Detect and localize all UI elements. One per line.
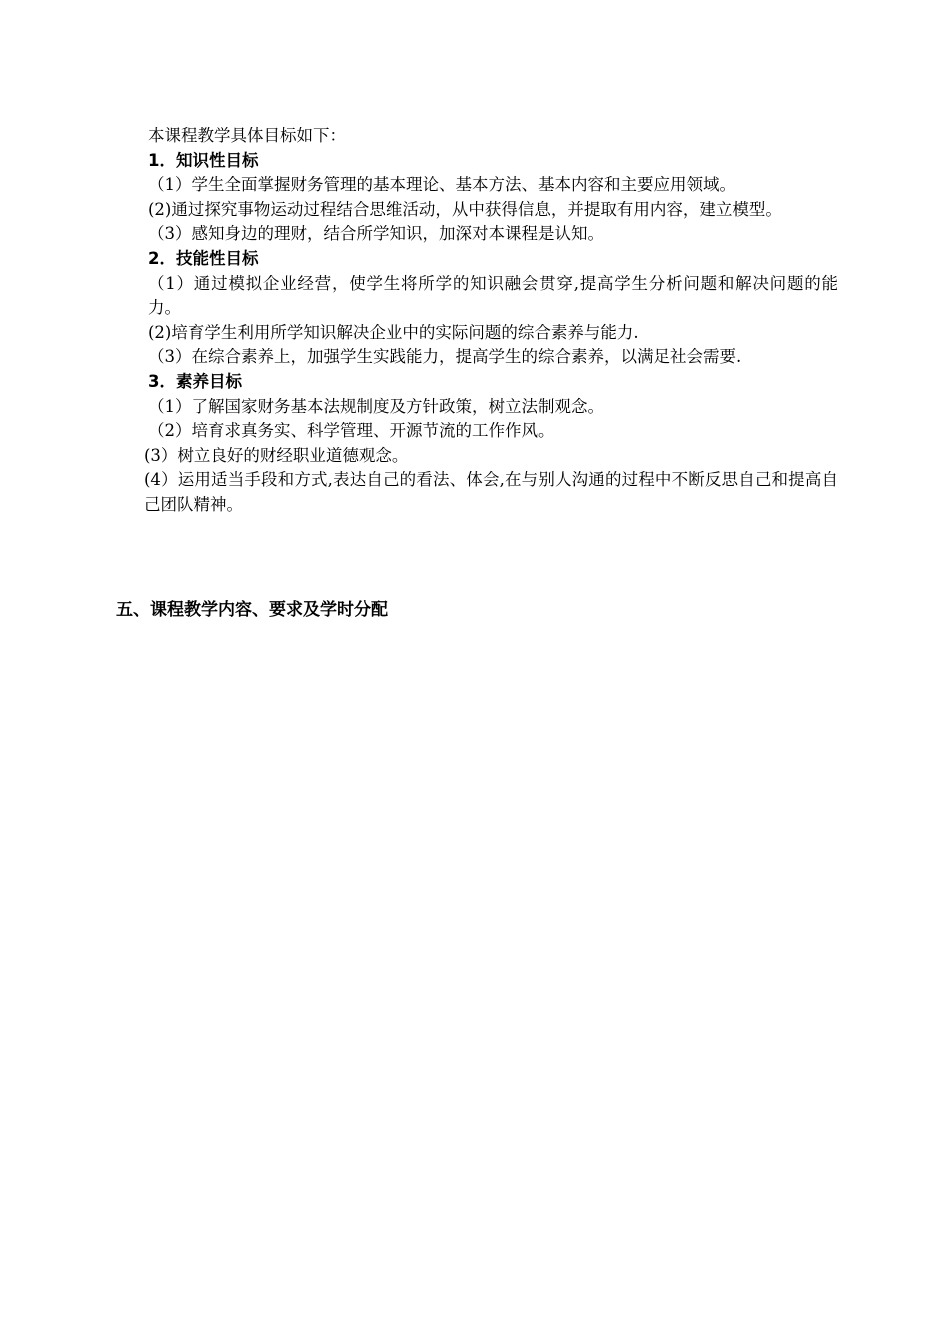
section-heading-skills: 2．技能性目标	[148, 248, 259, 268]
skills-item-3: （3）在综合素养上，加强学生实践能力，提高学生的综合素养，以满足社会需要.	[148, 347, 742, 367]
section-heading-knowledge: 1．知识性目标	[148, 150, 259, 170]
literacy-item-1: （1）了解国家财务基本法规制度及方针政策，树立法制观念。	[148, 396, 604, 416]
intro-text: 本课程教学具体目标如下：	[148, 126, 346, 145]
knowledge-item-3: （3）感知身边的理财，结合所学知识，加深对本课程是认知。	[148, 224, 604, 244]
skills-item-2: (2)培育学生利用所学知识解决企业中的实际问题的综合素养与能力.	[148, 322, 639, 342]
section-heading-literacy: 3．素养目标	[148, 371, 242, 391]
skills-item-1: （1）通过模拟企业经营，使学生将所学的知识融会贯穿,提高学生分析问题和解决问题的能力。	[148, 273, 838, 318]
literacy-item-2: （2）培育求真务实、科学管理、开源节流的工作作风。	[148, 421, 555, 441]
course-objectives	[116, 124, 838, 518]
literacy-item-4: (4）运用适当手段和方式,表达自己的看法、体会,在与别人沟通的过程中不断反思自己和提高自己团队精神。	[144, 470, 838, 514]
knowledge-item-1: （1）学生全面掌握财务管理的基本理论、基本方法、基本内容和主要应用领域。	[148, 175, 736, 195]
literacy-item-3: (3）树立良好的财经职业道德观念。	[144, 445, 409, 465]
next-section-title: 五、课程教学内容、要求及学时分配	[116, 600, 388, 620]
knowledge-item-2: (2)通过探究事物运动过程结合思维活动，从中获得信息，并提取有用内容，建立模型。	[148, 199, 782, 219]
